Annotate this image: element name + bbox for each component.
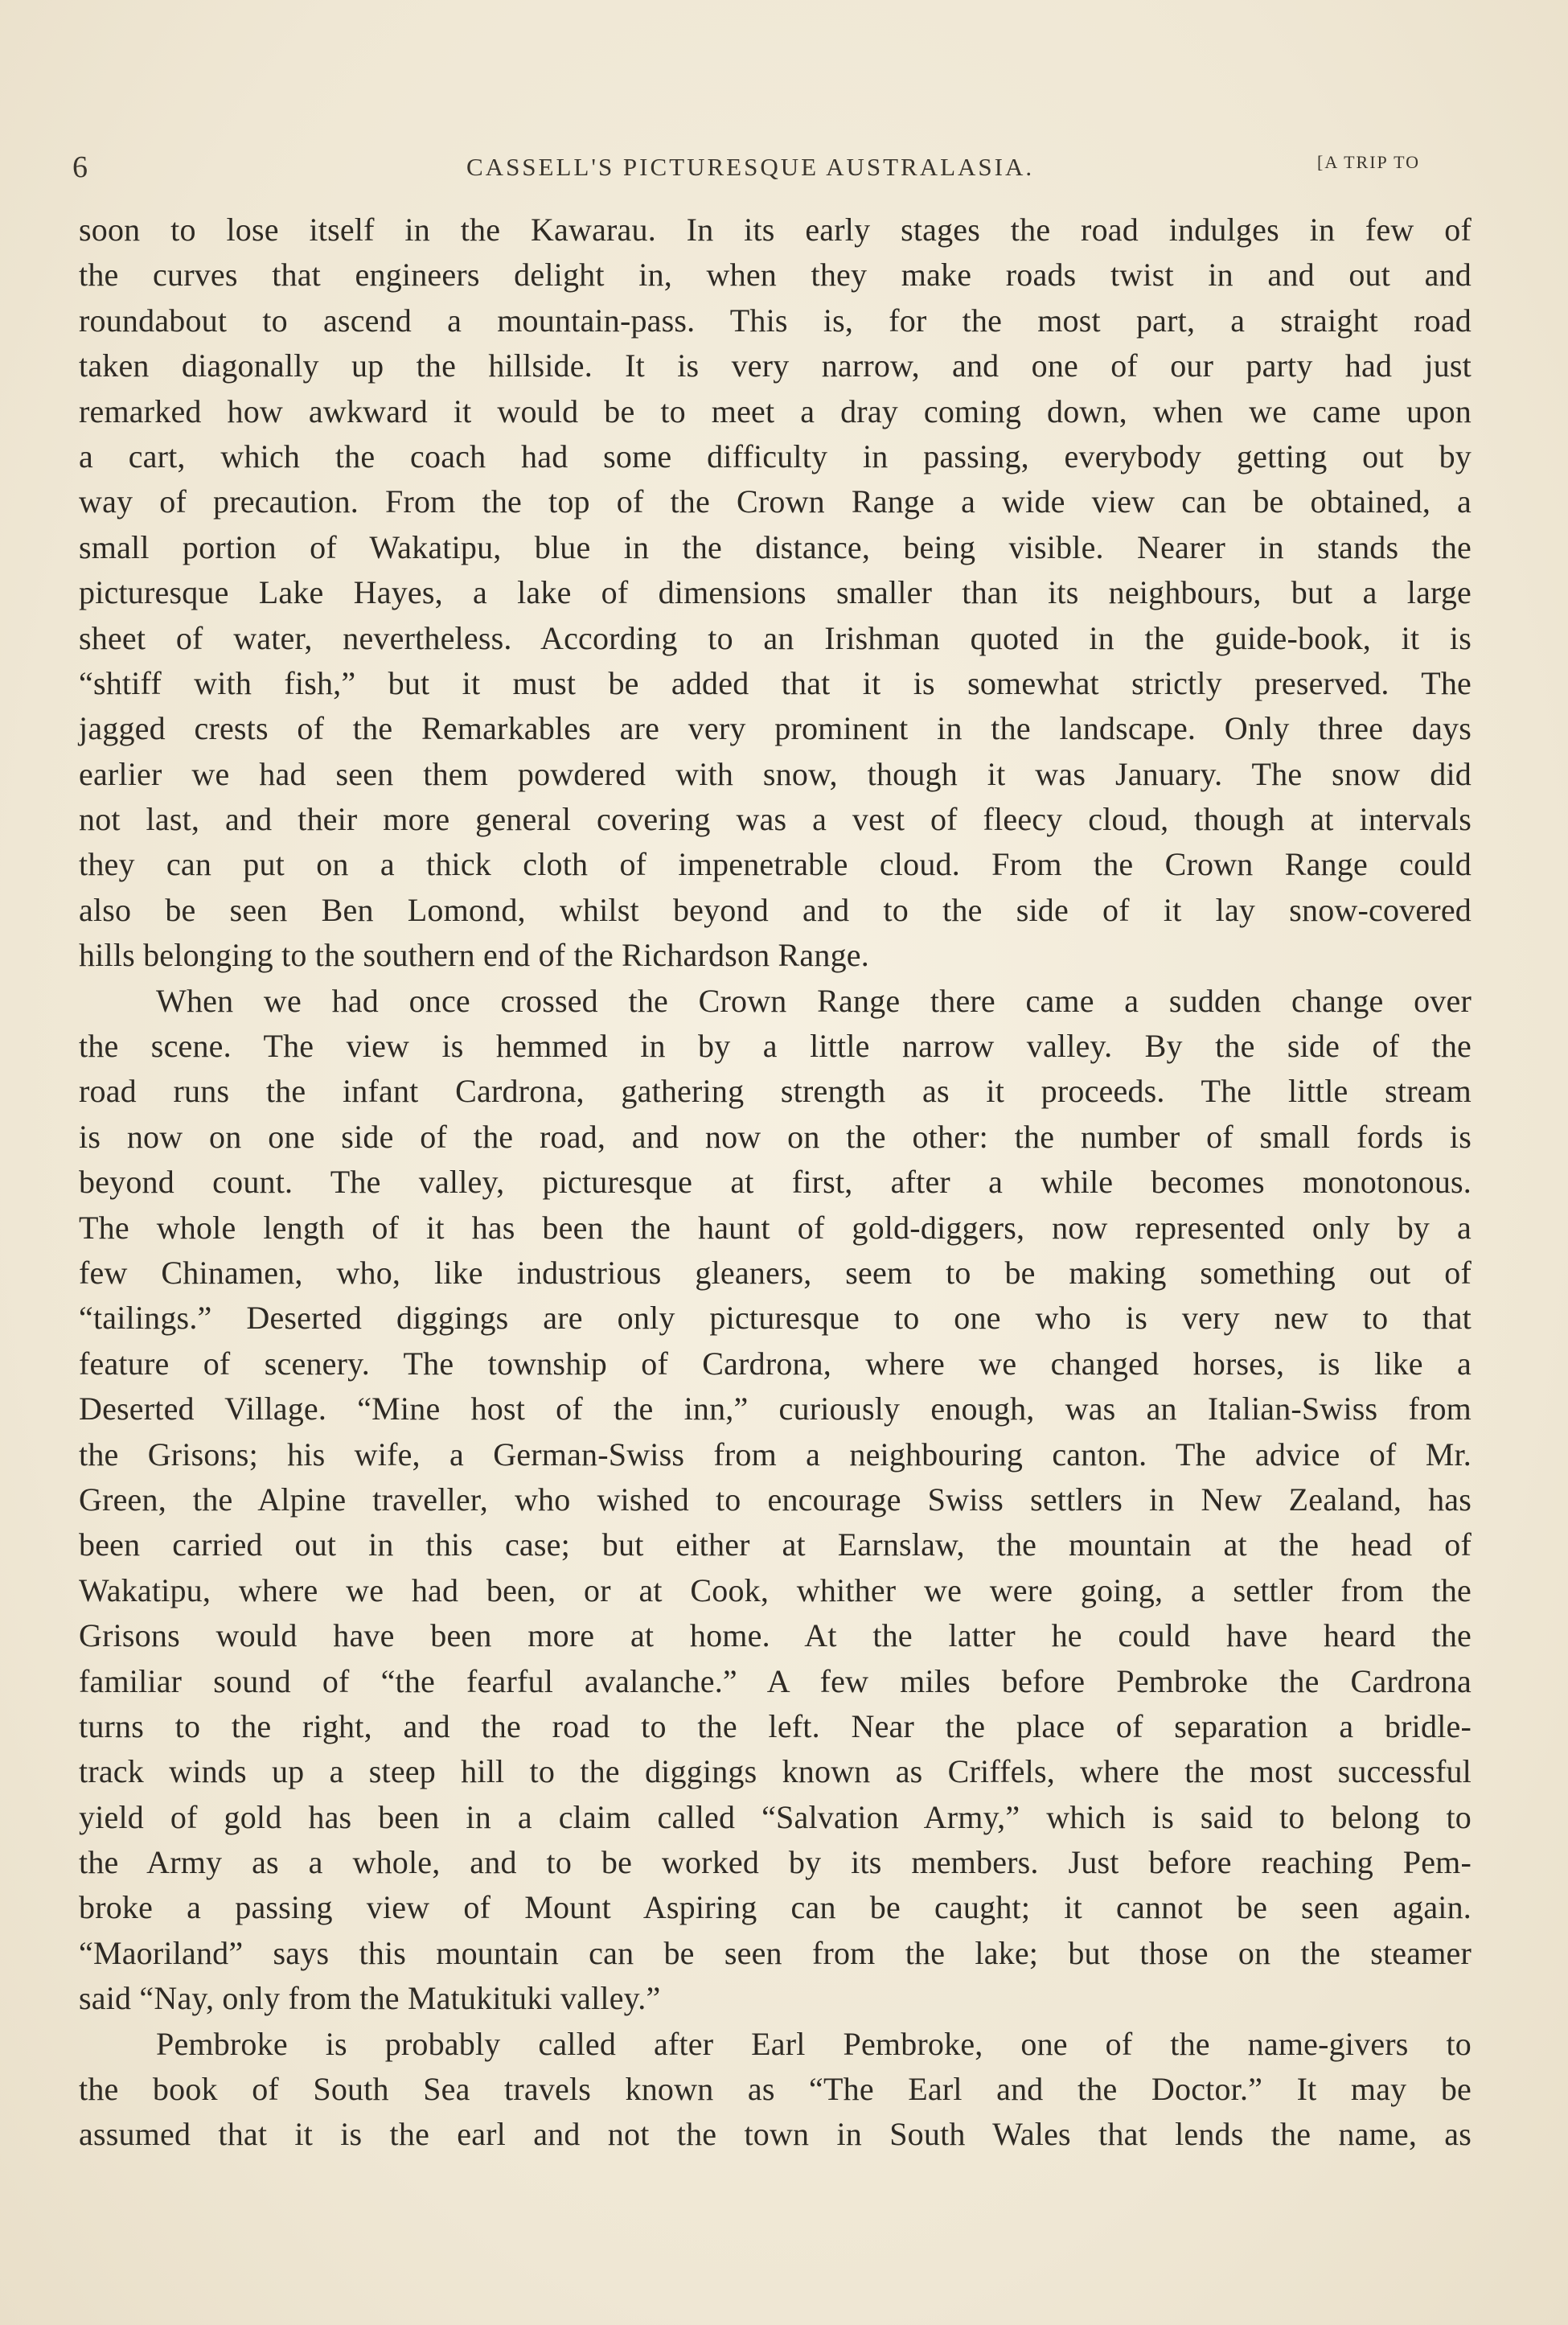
- text-line: broke a passing view of Mount Aspiring can be caught; it cannot be seen again.: [79, 1889, 1472, 1926]
- text-line: not last, and their more general covering was a vest of fleecy cloud, though at intervals: [79, 801, 1472, 838]
- text-line: sheet of water, nevertheless. According to an Irishman quoted in the guide-book, it is: [79, 619, 1472, 656]
- text-line: roundabout to ascend a mountain-pass. This is, for the most part, a straight road: [79, 302, 1472, 339]
- text-line: The whole length of it has been the haunt of gold-diggers, now represented only by a: [79, 1209, 1472, 1246]
- text-line: few Chinamen, who, like industrious gleaners, seem to be making something out of: [79, 1254, 1472, 1291]
- text-line: road runs the infant Cardrona, gathering strength as it proceeds. The little stream: [79, 1073, 1472, 1110]
- running-head: [0, 143, 1568, 191]
- page-number: 6: [72, 150, 88, 184]
- text-line: feature of scenery. The township of Cardrona, where we changed horses, is like a: [79, 1345, 1472, 1382]
- text-line: a cart, which the coach had some difficulty in passing, everybody getting out by: [79, 437, 1472, 474]
- text-line: assumed that it is the earl and not the town in South Wales that lends the name, as: [79, 2116, 1472, 2153]
- text-line: “Maoriland” says this mountain can be seen from the lake; but those on the steamer: [79, 1934, 1472, 1971]
- text-line: Pembroke is probably called after Earl Pembroke, one of the name-givers to: [156, 2025, 1472, 2062]
- text-line: been carried out in this case; but either at Earnslaw, the mountain at the head of: [79, 1526, 1472, 1563]
- text-line: remarked how awkward it would be to meet a dray coming down, when we came upon: [79, 392, 1472, 429]
- text-line: taken diagonally up the hillside. It is very narrow, and one of our party had just: [79, 347, 1472, 384]
- text-line: turns to the right, and the road to the left. Near the place of separation a bridle-: [79, 1707, 1472, 1744]
- text-line: yield of gold has been in a claim called “Salvation Army,” which is said to belong to: [79, 1798, 1472, 1835]
- text-line: track winds up a steep hill to the diggings known as Criffels, where the most successful: [79, 1753, 1472, 1790]
- text-line: hills belonging to the southern end of the Richardson Range.: [79, 937, 869, 974]
- text-line: picturesque Lake Hayes, a lake of dimensions smaller than its neighbours, but a large: [79, 574, 1472, 611]
- text-line: soon to lose itself in the Kawarau. In its early stages the road indulges in few of: [79, 212, 1472, 248]
- text-line: “shtiff with fish,” but it must be added that it is somewhat strictly preserved. The: [79, 664, 1472, 701]
- running-title: CASSELL'S PICTURESQUE AUSTRALASIA.: [466, 153, 1035, 181]
- text-line: “tailings.” Deserted diggings are only picturesque to one who is very new to that: [79, 1300, 1472, 1337]
- text-line: Deserted Village. “Mine host of the inn,” curiously enough, was an Italian-Swiss from: [79, 1390, 1472, 1427]
- text-line: Wakatipu, where we had been, or at Cook, whither we were going, a settler from the: [79, 1571, 1472, 1608]
- paragraph-1: [79, 207, 1472, 979]
- text-line: way of precaution. From the top of the Crown Range a wide view can be obtained, a: [79, 483, 1472, 520]
- text-line: the book of South Sea travels known as “The Earl and the Doctor.” It may be: [79, 2071, 1472, 2108]
- text-line: small portion of Wakatipu, blue in the distance, being visible. Nearer in stands the: [79, 528, 1472, 565]
- paragraph-3: [79, 2022, 1472, 2158]
- text-line: the curves that engineers delight in, when they make roads twist in and out and: [79, 257, 1472, 294]
- text-line: is now on one side of the road, and now on the other: the number of small fords is: [79, 1118, 1472, 1155]
- text-line: the scene. The view is hemmed in by a little narrow valley. By the side of the: [79, 1028, 1472, 1065]
- paragraph-2: [79, 979, 1472, 2022]
- text-line: said “Nay, only from the Matukituki valley.”: [79, 1980, 661, 2017]
- text-line: Grisons would have been more at home. At the latter he could have heard the: [79, 1617, 1472, 1654]
- text-line: they can put on a thick cloth of impenetrable cloud. From the Crown Range could: [79, 846, 1472, 883]
- body-text: [79, 207, 1472, 2158]
- text-line: beyond count. The valley, picturesque at first, after a while becomes monotonous.: [79, 1164, 1472, 1201]
- text-line: familiar sound of “the fearful avalanche.” A few miles before Pembroke the Cardrona: [79, 1662, 1472, 1699]
- running-section: [A TRIP TO: [1317, 152, 1420, 172]
- text-line: the Grisons; his wife, a German-Swiss from a neighbouring canton. The advice of Mr.: [79, 1436, 1472, 1473]
- text-line: Green, the Alpine traveller, who wished to encourage Swiss settlers in New Zealand, has: [79, 1481, 1472, 1518]
- text-line: also be seen Ben Lomond, whilst beyond and to the side of it lay snow-covered: [79, 891, 1472, 928]
- text-line: jagged crests of the Remarkables are very prominent in the landscape. Only three days: [79, 710, 1472, 747]
- text-line: earlier we had seen them powdered with snow, though it was January. The snow did: [79, 755, 1472, 792]
- text-line: When we had once crossed the Crown Range there came a sudden change over: [156, 982, 1472, 1019]
- text-line: the Army as a whole, and to be worked by its members. Just before reaching Pem-: [79, 1844, 1472, 1881]
